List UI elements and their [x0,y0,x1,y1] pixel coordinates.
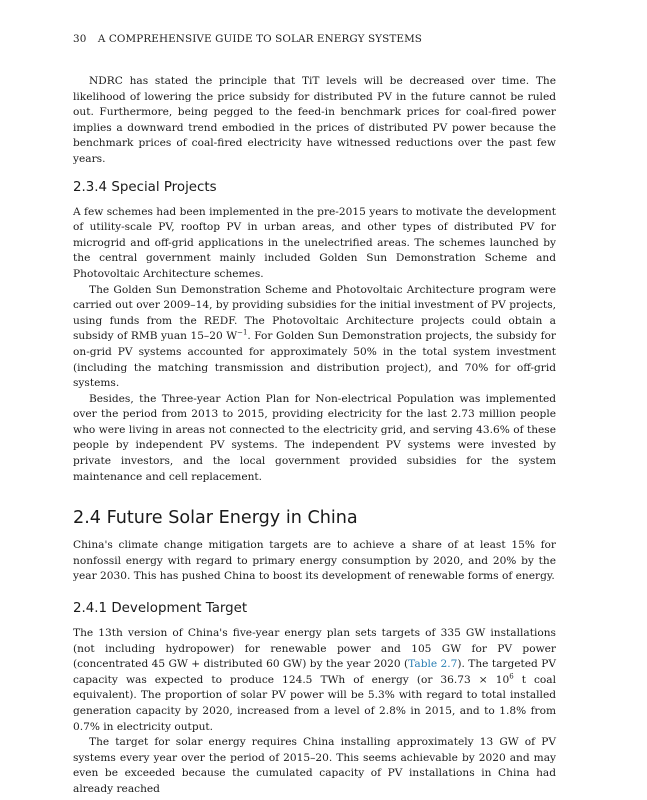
section-heading-2-4 [73,507,556,529]
text-run: t coal equivalent). The proportion of solar PV power will be 5.3% with regard to total installed generation capacity by 2020, increased from a level of 2.8% in 2015, and to 1.8% from 0.7% in electricity output. [73,673,556,733]
text-run: . For Golden Sun Demonstration projects, the subsidy for on-grid PV systems accounted for approximately 50% in the total system investment (including the matching transmission and distribution project), and 70% for off-grid systems. [73,330,556,390]
running-title: A COMPREHENSIVE GUIDE TO SOLAR ENERGY SYSTEMS [97,33,423,45]
text-run: The Golden Sun Demonstration Scheme and Photovoltaic Architecture program were carried out over 2009–14, by providing subsidies for the initial investment of PV projects, using funds from the REDF. The Photovoltaic Architecture projects could obtain a subsidy of RMB yuan 15–20 W [73,283,556,343]
section-heading-2-3-4 [73,179,556,197]
section-number: 2.4 [73,508,101,529]
page-number: 30 [73,33,87,45]
superscript: −1 [237,328,248,337]
paragraph: The target for solar energy requires China installing approximately 13 GW of PV systems every year over the period of 2015–20. This seems achievable by 2020 and may even be exceeded because the cumulated capacity of PV installations in China had already reached [73,736,556,795]
paragraph: Besides, the Three-year Action Plan for Non-electrical Population was implemented over the period from 2013 to 2015, providing electricity for the last 2.73 million people who were living in areas not connected to the electricity grid, and serving 43.6% of these people by independent PV systems. The independent PV systems were invested by private investors, and the local government provided subsidies for the system maintenance and cell replacement. [73,392,556,483]
superscript: 6 [509,672,514,681]
section-number: 2.3.4 [73,179,108,195]
section-heading-2-4-1 [73,600,556,618]
page-body [73,74,556,798]
text-run: The 13th version of China's five-year energy plan sets targets of 335 GW installations (not including hydropower) for renewable power and 105 GW for PV power (concentrated 45 GW + distributed 60 GW) by the year 2020 ( [73,627,556,671]
paragraph: NDRC has stated the principle that TiT levels will be decreased over time. The likelihood of lowering the price subsidy for distributed PV in the future cannot be ruled out. Furthermore, being pegged to the feed-in benchmark prices for coal-fired power implies a downward trend embodied in the prices of distributed PV power because the benchmark prices of coal-fired electricity have witnessed reductions over the past few years. [73,75,556,165]
section-title: Development Target [111,601,248,617]
paragraph [73,626,556,735]
running-header [73,33,563,45]
paragraph [73,283,556,392]
paragraph: A few schemes had been implemented in the pre-2015 years to motivate the development of utility-scale PV, rooftop PV in urban areas, and other types of distributed PV for microgrid and off-grid applications in the unelectrified areas. The schemes launched by the central government mainly included Golden Sun Demonstration Scheme and Photovoltaic Architecture schemes. [73,205,556,280]
section-title: Special Projects [111,179,217,195]
section-number: 2.4.1 [73,601,108,617]
text-run: ). The targeted PV capacity was expected to produce 124.5 TWh of energy (or 36.73 × 10 [73,658,556,686]
section-title: Future Solar Energy in China [106,508,358,529]
paragraph: China's climate change mitigation targets are to achieve a share of at least 15% for nonfossil energy with regard to primary energy consumption by 2020, and 20% by the year 2030. This has pushed China to boost its development of renewable forms of energy. [73,539,556,583]
table-2-7-link[interactable]: Table 2.7 [408,658,458,671]
